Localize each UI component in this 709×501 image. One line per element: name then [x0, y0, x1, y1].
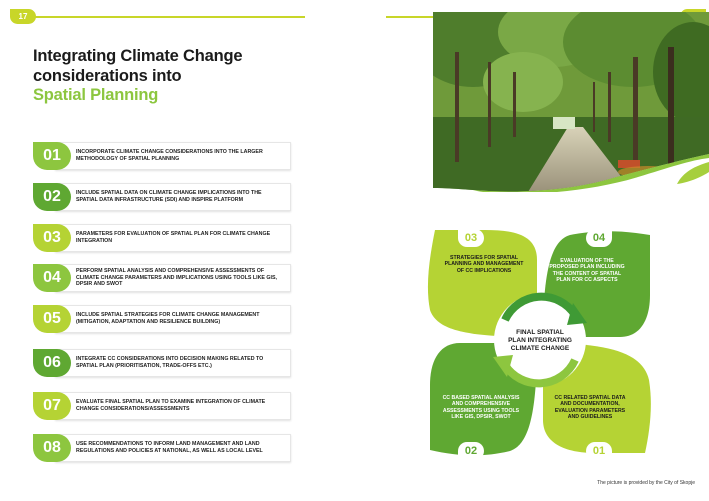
step-text: USE RECOMMENDATIONS TO INFORM LAND MANAGEMENT AND LAND REGULATIONS AND POLICIES AT NATIONAL, AS WELL AS LOCAL LEVEL [76, 441, 263, 454]
step-badge: 01 [33, 142, 71, 170]
step-text: PARAMETERS FOR EVALUATION OF SPATIAL PLAN FOR CLIMATE CHANGE INTEGRATION [76, 231, 271, 244]
step-box [55, 392, 291, 420]
photo-credit: The picture is provided by the City of Skopje [597, 480, 695, 486]
list-item [33, 224, 291, 252]
list-item [33, 183, 291, 211]
step-badge: 08 [33, 434, 71, 462]
list-item [33, 434, 291, 462]
cycle-center-label: FINAL SPATIAL PLAN INTEGRATING CLIMATE CHANGE [508, 329, 572, 352]
step-badge: 03 [33, 224, 71, 252]
step-badge: 05 [33, 305, 71, 333]
top-rule-left [30, 16, 305, 18]
step-text: INCORPORATE CLIMATE CHANGE CONSIDERATIONS INTO THE LARGER METHODOLOGY OF SPATIAL PLANNING [76, 149, 263, 162]
petal-badge-03: 03 [458, 229, 484, 247]
page-title [33, 47, 242, 106]
step-text: INTEGRATE CC CONSIDERATIONS INTO DECISION MAKING RELATED TO SPATIAL PLAN (PRIORITISATION, TRADE-OFFS ETC.) [76, 356, 264, 369]
step-box [55, 264, 291, 292]
petal-badge-04: 04 [586, 229, 612, 247]
step-badge: 02 [33, 183, 71, 211]
step-text: EVALUATE FINAL SPATIAL PLAN TO EXAMINE INTEGRATION OF CLIMATE CHANGE CONSIDERATIONS/ASSESSMENTS [76, 399, 266, 412]
step-badge: 07 [33, 392, 71, 420]
petal-02-text: CC BASED SPATIAL ANALYSIS AND COMPREHENSIVE ASSESSMENTS USING TOOLS LIKE GIS, DPSIR, SWOT [442, 395, 520, 421]
step-box [55, 224, 291, 252]
list-item [33, 392, 291, 420]
list-item [33, 264, 291, 292]
step-text: INCLUDE SPATIAL STRATEGIES FOR CLIMATE CHANGE MANAGEMENT (MITIGATION, ADAPTATION AND RESILIENCE BUILDING) [76, 312, 260, 325]
title-line-1: Integrating Climate Change [33, 47, 243, 65]
list-item [33, 349, 291, 377]
step-box [55, 434, 291, 462]
step-box [55, 142, 291, 170]
step-box [55, 305, 291, 333]
park-alley-photo [433, 12, 709, 192]
step-text: PERFORM SPATIAL ANALYSIS AND COMPREHENSIVE ASSESSMENTS OF CLIMATE CHANGE PARAMETERS AND IMPLICATIONS USING TOOLS LIKE GIS, DPSIR AND SWOT [76, 267, 277, 288]
petal-01-text: CC RELATED SPATIAL DATA AND DOCUMENTATION, EVALUATION PARAMETERS AND GUIDELINES [554, 395, 626, 421]
step-text: INCLUDE SPATIAL DATA ON CLIMATE CHANGE IMPLICATIONS INTO THE SPATIAL DATA INFRASTRUCTURE (SDI) AND INSPIRE PLATFORM [76, 190, 262, 203]
step-box [55, 349, 291, 377]
step-badge: 06 [33, 349, 71, 377]
step-badge: 04 [33, 264, 71, 292]
title-line-3: Spatial Planning [33, 86, 159, 104]
title-line-2: considerations into [33, 66, 182, 85]
step-box [55, 183, 291, 211]
petal-badge-01: 01 [586, 442, 612, 460]
list-item [33, 142, 291, 170]
petal-04-text: EVALUATION OF THE PROPOSED PLAN INCLUDING THE CONTENT OF SPATIAL PLAN FOR CC ASPECTS [549, 258, 625, 284]
petal-03-text: STRATEGIES FOR SPATIAL PLANNING AND MANAGEMENT OF CC IMPLICATIONS [444, 255, 524, 274]
petal-badge-02: 02 [458, 442, 484, 460]
list-item [33, 305, 291, 333]
page-number-left: 17 [10, 9, 36, 24]
